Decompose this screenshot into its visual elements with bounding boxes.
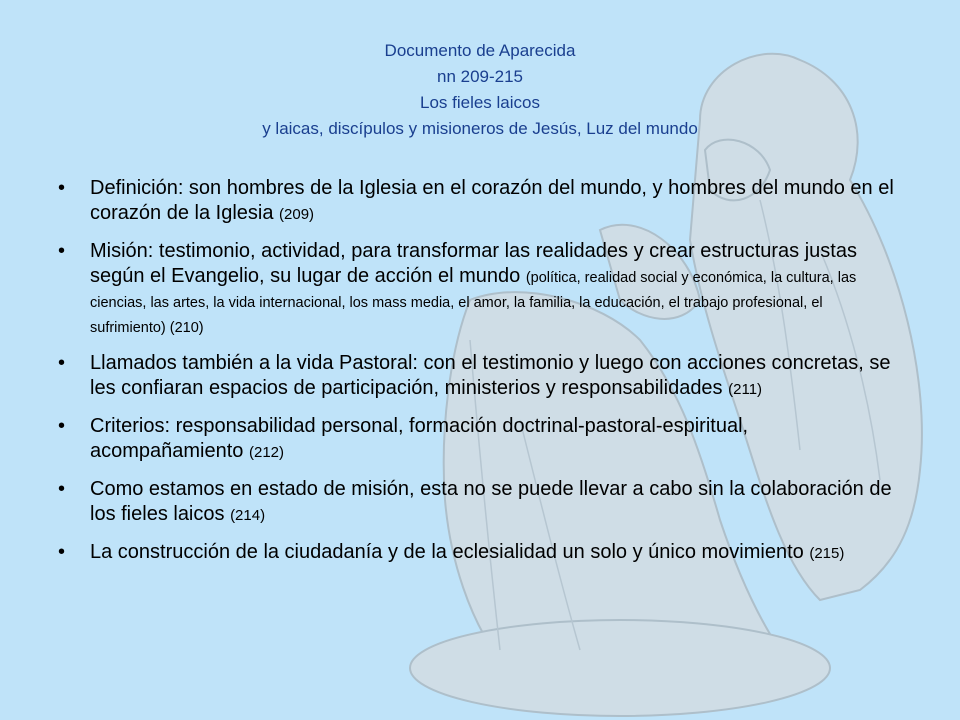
bullet-mision-estado — [58, 477, 898, 528]
bullet-ref: (212) — [248, 444, 285, 461]
bullet-text: Criterios: responsabilidad personal, formación doctrinal-pastoral-espiritual, acompañamiento — [90, 415, 749, 462]
title-line-topic: Los fieles laicos — [419, 93, 540, 112]
bullet-criterios — [58, 414, 898, 465]
bullet-definicion — [58, 176, 898, 227]
bullet-ref: (209) — [279, 206, 315, 223]
title-line-numbers: nn 209-215 — [436, 67, 524, 86]
bullet-list — [58, 176, 898, 578]
bullet-text: Definición: son hombres de la Iglesia en el corazón del mundo, y hombres del mundo en el corazón de la Iglesia — [90, 177, 894, 224]
bullet-ciudadania — [58, 540, 898, 566]
bullet-detail: (política, realidad social y económica, la cultura, las ciencias, las artes, la vida internacional, los mass media, el amor, la familia, la educación, el trabajo profesional, el sufrimiento) — [90, 270, 857, 336]
bullet-pastoral — [58, 351, 898, 402]
title-line-document: Documento de Aparecida — [384, 41, 576, 60]
bullet-mision — [58, 239, 898, 339]
bullet-ref: (215) — [809, 545, 845, 562]
bullet-ref: (210) — [165, 320, 204, 336]
bullet-text: Llamados también a la vida Pastoral: con el testimonio y luego con acciones concretas, se les confiaran espacios de participación, ministerios y responsabilidades — [90, 352, 891, 399]
title-line-subtitle: y laicas, discípulos y misioneros de Jesús, Luz del mundo — [262, 119, 698, 138]
bullet-ref: (211) — [728, 381, 763, 398]
bullet-text: Como estamos en estado de misión, esta no se puede llevar a cabo sin la colaboración de los fieles laicos — [90, 478, 892, 525]
bullet-text: La construcción de la ciudadanía y de la eclesialidad un solo y único movimiento — [90, 541, 810, 563]
slide-title — [0, 38, 960, 142]
bullet-ref: (214) — [230, 507, 266, 524]
bullet-text: Misión: testimonio, actividad, para transformar las realidades y crear estructuras justas según el Evangelio, su lugar de acción el mundo — [90, 240, 857, 287]
